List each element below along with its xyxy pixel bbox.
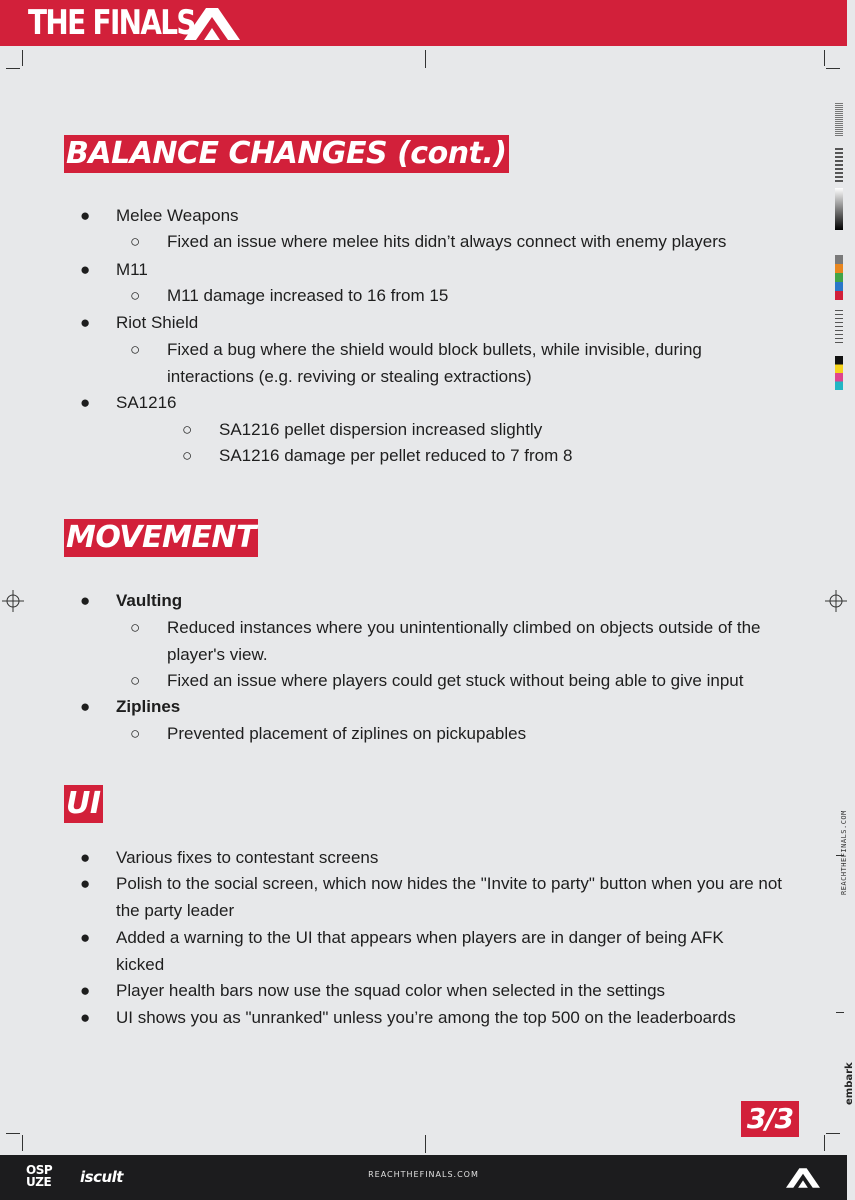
crop-mark xyxy=(826,1133,840,1134)
footer-url-text: REACHTHEFINALS.COM xyxy=(368,1170,479,1179)
the-finals-logo: THE FINALS xyxy=(28,3,195,43)
finals-emblem-icon xyxy=(184,8,240,40)
list-item: Polish to the social screen, which now hides the "Invite to party" button when you are not the party leader xyxy=(116,874,783,920)
bullet-icon: ● xyxy=(80,1008,91,1027)
sub-bullet-icon: ○ xyxy=(130,724,141,743)
side-url-text: REACHTHEFINALS.COM xyxy=(840,810,848,895)
page-header xyxy=(0,0,847,46)
gray-scale-bar xyxy=(835,103,843,137)
sub-list-item: Fixed an issue where players could get stuck without being able to give input xyxy=(167,671,744,690)
color-swatch-bar xyxy=(835,255,843,300)
crop-mark xyxy=(826,68,840,69)
sub-bullet-icon: ○ xyxy=(130,286,141,305)
list-item: SA1216 xyxy=(116,393,177,412)
sub-bullet-icon: ○ xyxy=(182,446,193,465)
bullet-icon: ● xyxy=(80,260,91,279)
list-item: Ziplines xyxy=(116,697,181,716)
sub-list-item: Fixed an issue where melee hits didn’t always connect with enemy players xyxy=(167,232,727,251)
sub-list-item: Prevented placement of ziplines on pickupables xyxy=(167,724,527,743)
crop-mark xyxy=(824,1135,825,1151)
section-title-ui: UI xyxy=(66,786,101,821)
list-item: Vaulting xyxy=(116,591,183,610)
section-title-balance-changes: BALANCE CHANGES (cont.) xyxy=(66,136,507,171)
bullet-icon: ● xyxy=(80,981,91,1000)
list-item: Added a warning to the UI that appears when players are in danger of being AFK kicked xyxy=(116,928,724,974)
iscult-logo: iscult xyxy=(80,1168,123,1186)
finals-emblem-icon xyxy=(786,1167,820,1189)
list-item: Various fixes to contestant screens xyxy=(116,848,379,867)
crop-mark xyxy=(22,1135,23,1151)
bullet-icon: ● xyxy=(80,874,91,893)
bullet-icon: ● xyxy=(80,591,91,610)
ospuze-logo: OSP UZE xyxy=(26,1163,53,1189)
line-pattern-bar xyxy=(835,310,843,346)
bullet-icon: ● xyxy=(80,393,91,412)
sub-list-item: Fixed a bug where the shield would block bullets, while invisible, during interactions (e.g. reviving or stealing extractions) xyxy=(167,340,702,386)
crop-mark xyxy=(824,50,825,66)
list-item: M11 xyxy=(116,260,148,279)
registration-crosshair-icon xyxy=(2,590,24,612)
checker-bar xyxy=(835,148,843,184)
crop-mark xyxy=(836,1012,844,1013)
sub-list-item: M11 damage increased to 16 from 15 xyxy=(167,286,449,305)
page-footer xyxy=(0,1155,847,1200)
list-item: Melee Weapons xyxy=(116,206,239,225)
crop-mark xyxy=(6,68,20,69)
sub-bullet-icon: ○ xyxy=(130,671,141,690)
registration-crosshair-icon xyxy=(825,590,847,612)
bullet-icon: ● xyxy=(80,697,91,716)
section-title-movement: MOVEMENT xyxy=(66,520,256,555)
sub-bullet-icon: ○ xyxy=(182,420,193,439)
list-item: UI shows you as "unranked" unless you’re among the top 500 on the leaderboards xyxy=(116,1008,736,1027)
sub-bullet-icon: ○ xyxy=(130,232,141,251)
crop-mark xyxy=(22,50,23,66)
bullet-icon: ● xyxy=(80,206,91,225)
cmyk-swatch-bar xyxy=(835,356,843,390)
sub-list-item: Reduced instances where you unintentionally climbed on objects outside of the player's view. xyxy=(167,618,761,664)
page-number-badge: 3/3 xyxy=(741,1101,799,1137)
bullet-icon: ● xyxy=(80,313,91,332)
sub-bullet-icon: ○ xyxy=(130,618,141,637)
gradient-bar xyxy=(835,188,843,230)
embark-logo: embark xyxy=(844,1062,855,1105)
bullet-icon: ● xyxy=(80,928,91,947)
crop-mark xyxy=(425,50,426,68)
crop-mark xyxy=(6,1133,20,1134)
crop-mark xyxy=(425,1135,426,1153)
list-item: Riot Shield xyxy=(116,313,199,332)
sub-list-item: SA1216 pellet dispersion increased slightly xyxy=(219,420,543,439)
sub-bullet-icon: ○ xyxy=(130,340,141,359)
bullet-icon: ● xyxy=(80,848,91,867)
sub-list-item: SA1216 damage per pellet reduced to 7 from 8 xyxy=(219,446,573,465)
list-item: Player health bars now use the squad color when selected in the settings xyxy=(116,981,666,1000)
